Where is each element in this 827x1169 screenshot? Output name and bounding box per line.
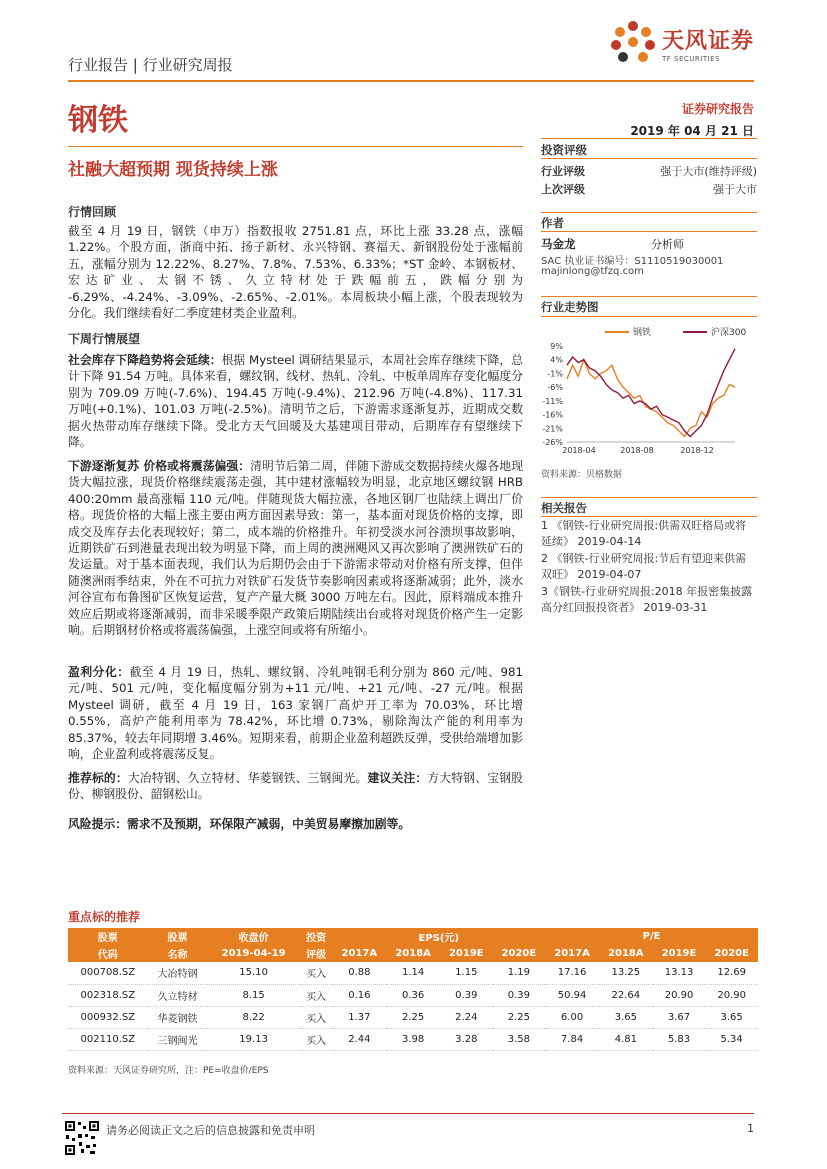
table-cell: 19.13 — [207, 1028, 299, 1050]
demand-paragraph — [68, 458, 523, 638]
table-cell: 3.65 — [599, 1006, 653, 1028]
header-cell: P/E — [545, 928, 758, 945]
header-cell: 2017A — [545, 945, 599, 962]
table-cell: 买入 — [300, 962, 333, 984]
rating-value: 强于大市 — [713, 183, 757, 196]
outlook-heading: 下周行情展望 — [68, 332, 141, 346]
table-cell: 1.14 — [386, 962, 440, 984]
risk-lead: 风险提示： — [68, 817, 127, 831]
sidebar-divider — [541, 138, 757, 139]
related-item[interactable]: 2 《钢铁-行业研究周报:节后有望迎来供需双旺》 2019-04-07 — [541, 552, 747, 581]
author-email[interactable]: majinlong@tfzq.com — [541, 266, 644, 277]
table-cell: 17.16 — [545, 962, 599, 984]
table-row — [68, 1006, 758, 1028]
table-cell: 3.67 — [653, 1006, 706, 1028]
watch-lead: 建议关注： — [367, 771, 428, 785]
table-cell: 002110.SZ — [68, 1028, 148, 1050]
sidebar-divider — [541, 212, 757, 213]
table-cell: 0.39 — [440, 984, 493, 1006]
trend-chart — [535, 320, 755, 455]
sidebar-divider — [541, 497, 757, 498]
header-cell: 2019-04-19 — [207, 945, 299, 962]
table-cell: 买入 — [300, 984, 333, 1006]
demand-text: 清明节后第二周，伴随下游成交数据持续火爆各地现货大幅拉涨，现货价格继续震荡走强，其中建材涨幅较为明显，北京地区螺纹钢 HRB 400:20mm 最高涨幅 110 元/吨。伴随现货大幅拉涨，各地区钢厂也陆续上调出厂价格。现货价格的大幅上涨主要由两方面因素导致：第一，基本面对现货价格的支撑，即成交及库存去化表现较好；第二，成本端的价格推升。年初受淡水河谷溃坝事故影响，近期铁矿石到港量表现出较为明显下降，而上周的澳洲飓风又再次影响了澳洲铁矿石的发运量。对于基本面表现，我们认为后期仍会由于下游需求带动对价格有所支撑，但伴随澳洲雨季结束，外在不可抗力对铁矿石发货节奏影响因素或将逐渐减弱；此外，淡水河谷宣布布鲁图矿区恢复运营，复产产量大概 3000 万吨左右。因此，原料端成本推升效应后期或将逐渐减弱，而非采暖季限产政策后期陆续出台或将对现货价格产生一定影响。后期钢材价格或将震荡偏强，上涨空间或将有所缩小。 — [68, 459, 523, 638]
table-cell: 买入 — [300, 1006, 333, 1028]
table-cell: 002318.SZ — [68, 984, 148, 1006]
risk-paragraph — [68, 816, 523, 832]
y-tick-label: 9% — [550, 342, 563, 351]
header-cell: 2017A — [332, 945, 386, 962]
rating-row — [541, 181, 757, 197]
trend-source: 资料来源：贝格数据 — [541, 470, 623, 480]
header-cell: 评级 — [300, 945, 333, 962]
sidebar-divider — [541, 158, 757, 159]
table-row — [68, 962, 758, 984]
header-cell: 2020E — [493, 945, 546, 962]
table-cell: 22.64 — [599, 984, 653, 1006]
related-item[interactable]: 3《钢铁-行业研究周报:2018 年报密集披露 高分红回报投资者》 2019-03-31 — [541, 585, 753, 614]
trend-heading: 行业走势图 — [541, 300, 599, 314]
table-cell: 1.15 — [440, 962, 493, 984]
table-cell: 0.16 — [332, 984, 386, 1006]
table-cell: 买入 — [300, 1028, 333, 1050]
report-type: 证券研究报告 — [681, 102, 754, 116]
y-tick-label: 4% — [550, 355, 563, 365]
sidebar-divider — [541, 231, 757, 232]
qr-code-icon — [64, 1120, 100, 1156]
table-cell: 3.98 — [386, 1028, 440, 1050]
related-item[interactable]: 1 《钢铁-行业研究周报:供需双旺格局或将延续》 2019-04-14 — [541, 519, 747, 548]
profit-text: 截至 4 月 19 日，热轧、螺纹钢、冷轧吨钢毛利分别为 860 元/吨、981 元/吨、501 元/吨，变化幅度幅分别为+11 元/吨、+21 元/吨、-27 元/吨。根据 Mysteel 调研，截至 4 月 19 日，163 家钢厂高炉开工率为 70.03%，环比增 0.55%，高炉产能利用率为 78.42%，环比增 0.73%，剔除淘汰产能的利用率为 85.37%，较去年同期增 3.46%。短期来看，前期企业盈利超跌反弹，受供给端增加影响，企业盈利或将震荡反复。 — [68, 665, 523, 762]
profit-paragraph — [68, 664, 523, 762]
table-cell: 久立特材 — [148, 984, 208, 1006]
sidebar-divider — [541, 296, 757, 297]
x-tick-label: 2018-04 — [562, 446, 596, 455]
report-date: 2019 年 04 月 21 日 — [630, 124, 754, 138]
y-tick-label: -21% — [542, 424, 563, 434]
table-header-row — [68, 945, 758, 962]
table-cell: 8.22 — [207, 1006, 299, 1028]
header-cell: 名称 — [148, 945, 208, 962]
y-tick-label: -6% — [547, 383, 563, 393]
watch-text: 方大特钢、宝钢股份、柳钢股份、韶钢松山。 — [68, 771, 523, 802]
table-cell: 3.58 — [493, 1028, 546, 1050]
header-cell: 股票 — [148, 928, 208, 945]
table-title: 重点标的推荐 — [68, 910, 141, 924]
table-cell: 3.28 — [440, 1028, 493, 1050]
author-cert: SAC 执业证书编号：S1110519030001 — [541, 256, 724, 267]
table-cell: 2.25 — [493, 1006, 546, 1028]
logo-name: 天风证券 — [661, 28, 754, 54]
author-name: 马金龙 — [541, 237, 576, 251]
series-line — [567, 360, 735, 437]
table-cell: 8.15 — [207, 984, 299, 1006]
table-cell: 3.65 — [705, 1006, 758, 1028]
demand-lead: 下游逐渐复苏 价格或将震荡偏强： — [68, 459, 251, 473]
header-divider — [68, 80, 754, 82]
market-heading: 行情回顾 — [68, 205, 117, 219]
table-cell: 三钢闽光 — [148, 1028, 208, 1050]
page-number: 1 — [747, 1122, 754, 1135]
table-cell: 20.90 — [705, 984, 758, 1006]
rating-label: 行业评级 — [541, 165, 585, 178]
table-cell: 0.39 — [493, 984, 546, 1006]
table-row — [68, 1028, 758, 1050]
table-cell: 2.24 — [440, 1006, 493, 1028]
y-tick-label: -26% — [542, 438, 563, 447]
logo — [610, 20, 754, 66]
recommend-paragraph — [68, 770, 523, 803]
table-cell: 50.94 — [545, 984, 599, 1006]
author-title: 分析师 — [651, 238, 684, 251]
header-cell: 2020E — [705, 945, 758, 962]
inventory-text: 根据 Mysteel 调研结果显示，本周社会库存继续下降，总计下降 91.54 万吨。具体来看，螺纹钢、线材、热轧、冷轧、中板单周库存变化幅度分别为 709.09 万吨(-7.6%)、194.45 万吨(-9.4%)、212.96 万吨(-4.8%)、117.31 万吨(+0.1%)、101.03 万吨(-2.5%)。清明节之后，下游需求逐渐复苏，近期成交数据火热带动库存继续下降。受北方天气回暖及大基建项目带动，后期库存有望继续下降。 — [68, 353, 523, 450]
inventory-lead: 社会库存下降趋势将会延续： — [68, 353, 222, 367]
header-cell: 代码 — [68, 945, 148, 962]
series-line — [567, 349, 735, 437]
recommend-text: 大冶特钢、久立特材、华菱钢铁、三钢闽光。 — [127, 771, 368, 785]
market-paragraph: 截至 4 月 19 日，钢铁（申万）指数报收 2751.81 点，环比上涨 33.28 点，涨幅 1.22%。个股方面，浙商中拓、扬子新材、永兴特钢、赛福天、新钢股份处于涨幅前五，涨幅分别为 12.22%、8.27%、7.8%、7.53%、6.33%；*ST 金岭、本钢板材、宏达矿业、太钢不锈、久立特材处于跌幅前五，跌幅分别为 -6.29%、-4.24%、-3.09%、-2.65%、-2.01%。本周板块小幅上涨，个股表现较为分化。我们继续看好二季度建材类企业盈利。 — [68, 224, 523, 321]
table-cell: 7.84 — [545, 1028, 599, 1050]
rating-label: 上次评级 — [541, 183, 585, 196]
table-cell: 13.25 — [599, 962, 653, 984]
table-cell: 华菱钢铁 — [148, 1006, 208, 1028]
x-tick-label: 2018-12 — [680, 446, 714, 455]
sidebar-divider — [541, 316, 757, 317]
report-category: 行业报告 | 行业研究周报 — [68, 56, 233, 74]
table-cell: 000932.SZ — [68, 1006, 148, 1028]
table-cell: 4.81 — [599, 1028, 653, 1050]
table-cell: 000708.SZ — [68, 962, 148, 984]
table-row — [68, 984, 758, 1006]
table-cell: 5.83 — [653, 1028, 706, 1050]
y-tick-label: -11% — [542, 396, 563, 406]
recommend-lead: 推荐标的： — [68, 771, 128, 785]
legend-label: 钢铁 — [633, 328, 652, 338]
page-title: 钢铁 — [68, 103, 128, 138]
rating-row — [541, 163, 757, 179]
stock-table — [68, 928, 758, 1051]
footer-disclaimer[interactable]: 请务必阅读正文之后的信息披露和免责申明 — [106, 1124, 315, 1137]
logo-english: TF SECURITIES — [661, 54, 721, 63]
risk-text: 需求不及预期，环保限产减弱，中美贸易摩擦加剧等。 — [127, 817, 411, 831]
table-cell: 1.37 — [332, 1006, 386, 1028]
header-cell: 2019E — [653, 945, 706, 962]
table-cell: 0.36 — [386, 984, 440, 1006]
table-cell: 1.19 — [493, 962, 546, 984]
table-cell: 2.44 — [332, 1028, 386, 1050]
footer-divider — [62, 1113, 754, 1114]
table-cell: 12.69 — [705, 962, 758, 984]
table-cell: 0.88 — [332, 962, 386, 984]
sidebar-divider — [541, 516, 757, 517]
report-subtitle: 社融大超预期 现货持续上涨 — [68, 160, 278, 180]
table-source: 资料来源：天风证券研究所，注：PE=收盘价/EPS — [68, 1066, 269, 1076]
header-cell: 2018A — [599, 945, 653, 962]
header-cell: 股票 — [68, 928, 148, 945]
table-cell: 20.90 — [653, 984, 706, 1006]
header-cell: 2018A — [386, 945, 440, 962]
inventory-paragraph — [68, 352, 523, 450]
rating-heading: 投资评级 — [541, 143, 587, 157]
header-cell: EPS(元) — [332, 928, 545, 945]
header-cell: 投资 — [300, 928, 333, 945]
author-heading: 作者 — [541, 216, 564, 230]
table-cell: 2.25 — [386, 1006, 440, 1028]
table-header-row — [68, 928, 758, 945]
rating-value: 强于大市(维持评级) — [660, 165, 757, 178]
header-cell: 收盘价 — [207, 928, 299, 945]
related-list — [541, 518, 757, 615]
y-tick-label: -1% — [547, 369, 563, 379]
table-cell: 6.00 — [545, 1006, 599, 1028]
legend-label: 沪深300 — [711, 328, 747, 338]
related-heading: 相关报告 — [541, 501, 587, 515]
table-cell: 大冶特钢 — [148, 962, 208, 984]
table-cell: 5.34 — [705, 1028, 758, 1050]
profit-lead: 盈利分化： — [68, 665, 130, 679]
header-cell: 2019E — [440, 945, 493, 962]
y-tick-label: -16% — [542, 410, 563, 420]
logo-mark-icon — [610, 20, 656, 66]
table-cell: 15.10 — [207, 962, 299, 984]
subtitle-divider — [68, 146, 523, 147]
table-cell: 13.13 — [653, 962, 706, 984]
x-tick-label: 2018-08 — [620, 446, 654, 455]
